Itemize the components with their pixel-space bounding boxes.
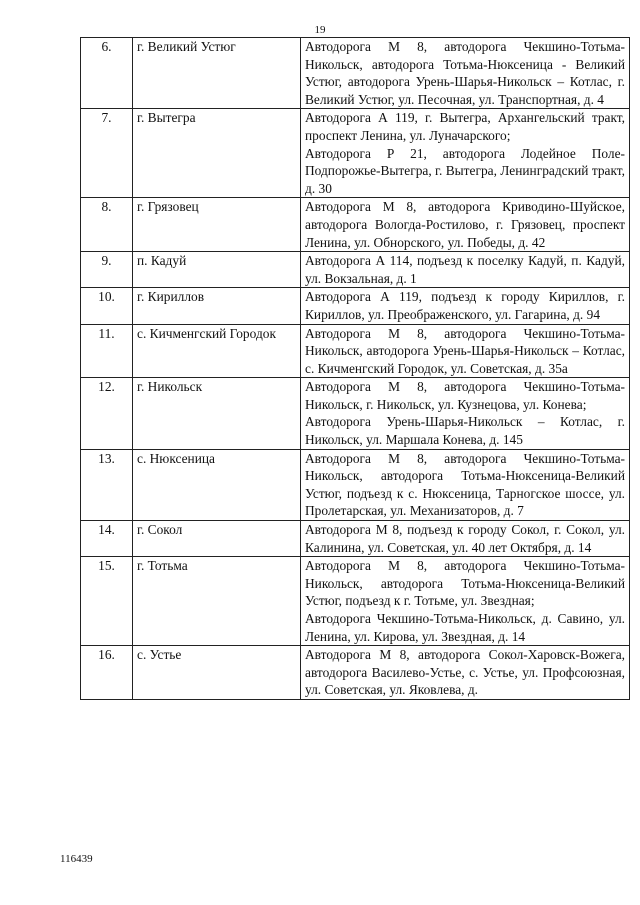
route-paragraph: Автодорога М 8, автодорога Чекшино-Тотьма-Никольск, автодорога Тотьма-Нюксеница-Великий Устюг, подъезд к г. Тотьме, ул. Звездная;: [305, 558, 625, 609]
route-paragraph: Автодорога М 8, автодорога Криводино-Шуйское, автодорога Вологда-Ростилово, г. Грязовец, проспект Ленина, ул. Обнорского, ул. Победы, д. 42: [305, 199, 625, 250]
table-row: [81, 109, 630, 198]
table-row: [81, 378, 630, 449]
route-paragraph: Автодорога М 8, автодорога Сокол-Харовск-Вожега, автодорога Василево-Устье, с. Устье, ул. Профсоюзная, ул. Советская, ул. Яковлева, д.: [305, 647, 625, 698]
page-number: 19: [314, 24, 326, 36]
route-paragraph: Автодорога Урень-Шарья-Никольск – Котлас, г. Никольск, ул. Маршала Конева, д. 145: [305, 414, 625, 448]
route-description: [301, 288, 630, 324]
town-name: с. Нюксеница: [133, 449, 301, 520]
route-paragraph: Автодорога М 8, автодорога Чекшино-Тотьма-Никольск, г. Никольск, ул. Кузнецова, ул. Конева;: [305, 379, 625, 412]
row-number: 7.: [81, 109, 133, 198]
table-row: [81, 38, 630, 109]
route-paragraph: Автодорога А 119, подъезд к городу Кириллов, г. Кириллов, ул. Преображенского, ул. Гагарина, д. 94: [305, 289, 625, 322]
table-row: [81, 324, 630, 378]
table-row: [81, 521, 630, 557]
route-description: [301, 449, 630, 520]
table-row: [81, 449, 630, 520]
town-name: г. Грязовец: [133, 198, 301, 252]
route-description: [301, 38, 630, 109]
routes-table: [80, 37, 630, 700]
table-row: [81, 288, 630, 324]
row-number: 10.: [81, 288, 133, 324]
route-paragraph: Автодорога М 8, автодорога Чекшино-Тотьма-Никольск, автодорога Тотьма-Нюксеница - Великий Устюг, автодорога Урень-Шарья-Никольск – Котлас, г. Великий Устюг, ул. Песочная, ул. Транспортная, д. 4: [305, 39, 625, 107]
town-name: г. Никольск: [133, 378, 301, 449]
route-description: [301, 521, 630, 557]
row-number: 9.: [81, 252, 133, 288]
route-paragraph: Автодорога М 8, автодорога Чекшино-Тотьма-Никольск, автодорога Урень-Шарья-Никольск – Котлас, с. Кичменгский Городок, ул. Советская, д. 35а: [305, 325, 625, 376]
route-description: [301, 378, 630, 449]
route-paragraph: Автодорога М 8, автодорога Чекшино-Тотьма-Никольск, автодорога Тотьма-Нюксеница-Великий Устюг, подъезд к с. Нюксеница, Тарногское шоссе, ул. Пролетарская, ул. Механизаторов, д. 7: [305, 450, 625, 519]
town-name: г. Кириллов: [133, 288, 301, 324]
table-row: [81, 198, 630, 252]
table-row: [81, 252, 630, 288]
route-paragraph: Автодорога Чекшино-Тотьма-Никольск, д. Савино, ул. Ленина, ул. Кирова, ул. Звездная, д. 14: [305, 611, 625, 644]
row-number: 11.: [81, 324, 133, 378]
row-number: 15.: [81, 557, 133, 646]
town-name: с. Кичменгский Городок: [133, 324, 301, 378]
table-row: [81, 646, 630, 700]
town-name: г. Великий Устюг: [133, 38, 301, 109]
town-name: г. Вытегра: [133, 109, 301, 198]
route-paragraph: Автодорога А 114, подъезд к поселку Кадуй, п. Кадуй, ул. Вокзальная, д. 1: [305, 253, 625, 286]
document-code: 116439: [60, 853, 93, 865]
table-row: [81, 557, 630, 646]
town-name: г. Сокол: [133, 521, 301, 557]
route-description: [301, 252, 630, 288]
route-description: [301, 324, 630, 378]
route-description: [301, 646, 630, 700]
town-name: с. Устье: [133, 646, 301, 700]
route-paragraph: Автодорога М 8, подъезд к городу Сокол, г. Сокол, ул. Калинина, ул. Советская, ул. 40 лет Октября, д. 14: [305, 522, 625, 555]
town-name: п. Кадуй: [133, 252, 301, 288]
row-number: 16.: [81, 646, 133, 700]
row-number: 13.: [81, 449, 133, 520]
route-paragraph: Автодорога А 119, г. Вытегра, Архангельский тракт, проспект Ленина, ул. Луначарского;: [305, 110, 625, 143]
route-description: [301, 109, 630, 198]
row-number: 8.: [81, 198, 133, 252]
row-number: 12.: [81, 378, 133, 449]
row-number: 6.: [81, 38, 133, 109]
row-number: 14.: [81, 521, 133, 557]
route-description: [301, 557, 630, 646]
route-paragraph: Автодорога Р 21, автодорога Лодейное Поле-Подпорожье-Вытегра, г. Вытегра, Ленинградский тракт, д. 30: [305, 145, 625, 196]
route-description: [301, 198, 630, 252]
routes-table-body: [81, 38, 630, 700]
town-name: г. Тотьма: [133, 557, 301, 646]
